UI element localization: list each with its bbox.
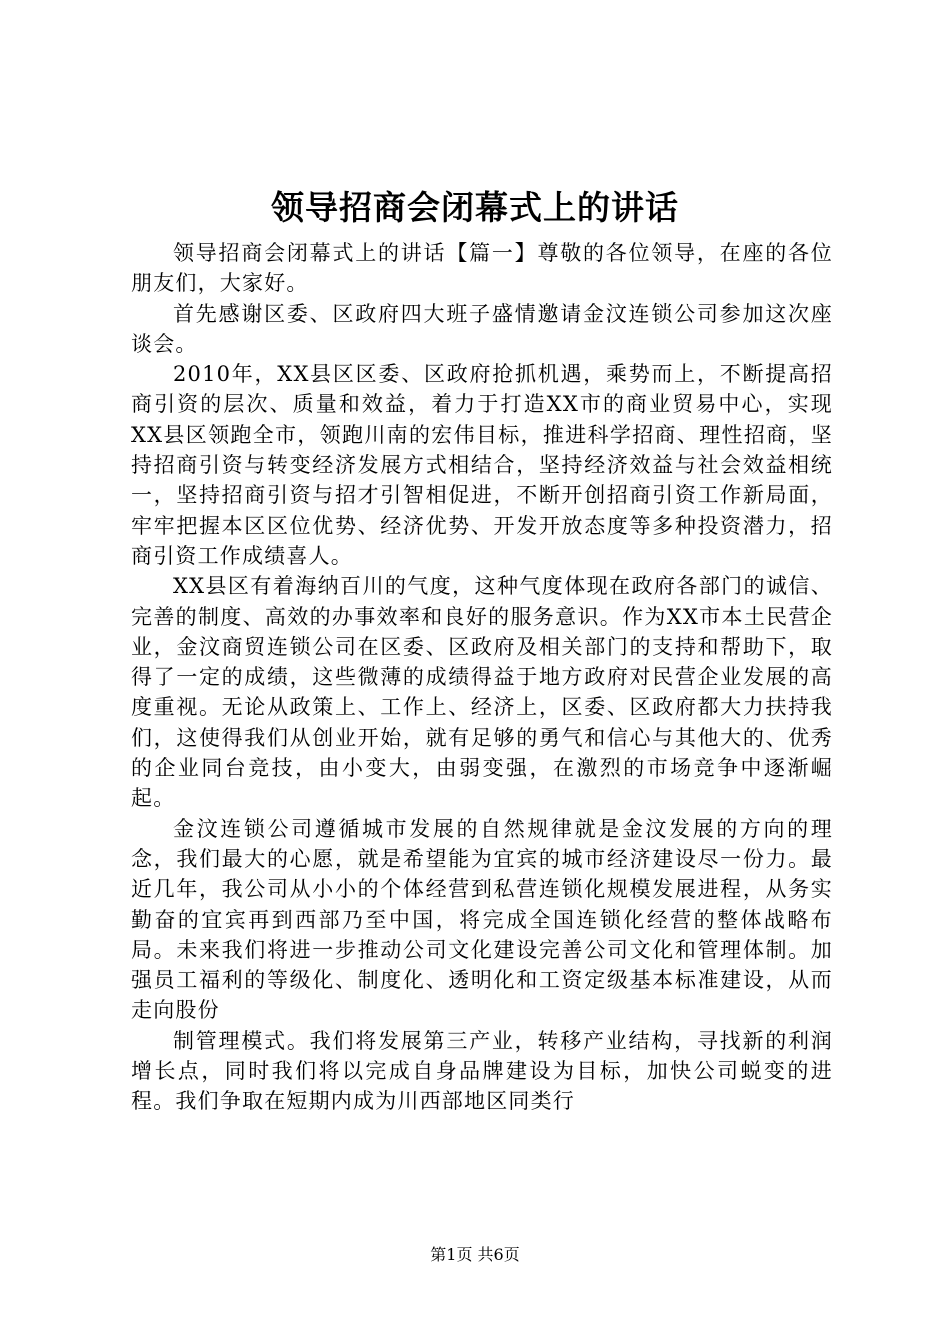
paragraph: 领导招商会闭幕式上的讲话【篇一】尊敬的各位领导，在座的各位朋友们，大家好。 (131, 241, 833, 296)
paragraph: 2010年，XX县区区委、区政府抢抓机遇，乘势而上，不断提高招商引资的层次、质量和效益，着力于打造XX市的商业贸易中心，实现XX县区领跑全市，领跑川南的宏伟目标，推进科学招商、理性招商，坚持招商引资与转变经济发展方式相结合，坚持经济效益与社会效益相统一，坚持招商引资与招才引智相促进，不断开创招商引资工作新局面，牢牢把握本区区位优势、经济优势、开发开放态度等多种投资潜力，招商引资工作成绩喜人。 (131, 362, 833, 568)
paragraph: 金汶连锁公司遵循城市发展的自然规律就是金汶发展的方向的理念，我们最大的心愿，就是希望能为宜宾的城市经济建设尽一份力。最近几年，我公司从小小的个体经营到私营连锁化规模发展进程，从务实勤奋的宜宾再到西部乃至中国，将完成全国连锁化经营的整体战略布局。未来我们将进一步推动公司文化建设完善公司文化和管理体制。加强员工福利的等级化、制度化、透明化和工资定级基本标准建设，从而走向股份 (131, 816, 833, 1023)
page-number-footer: 第1页 共6页 (430, 1245, 520, 1264)
document-body (131, 238, 833, 1117)
paragraph: XX县区有着海纳百川的气度，这种气度体现在政府各部门的诚信、完善的制度、高效的办事效率和良好的服务意识。作为XX市本土民营企业，金汶商贸连锁公司在区委、区政府及相关部门的支持和帮助下，取得了一定的成绩，这些微薄的成绩得益于地方政府对民营企业发展的高度重视。无论从政策上、工作上、经济上，区委、区政府都大力扶持我们，这使得我们从创业开始，就有足够的勇气和信心与其他大的、优秀的企业同台竞技，由小变大，由弱变强，在激烈的市场竞争中逐渐崛起。 (131, 574, 833, 811)
paragraph: 制管理模式。我们将发展第三产业，转移产业结构，寻找新的利润增长点，同时我们将以完成自身品牌建设为目标，加快公司蜕变的进程。我们争取在短期内成为川西部地区同类行 (131, 1028, 833, 1114)
paragraph: 首先感谢区委、区政府四大班子盛情邀请金汶连锁公司参加这次座谈会。 (131, 301, 833, 356)
document-title: 领导招商会闭幕式上的讲话 (271, 188, 679, 227)
